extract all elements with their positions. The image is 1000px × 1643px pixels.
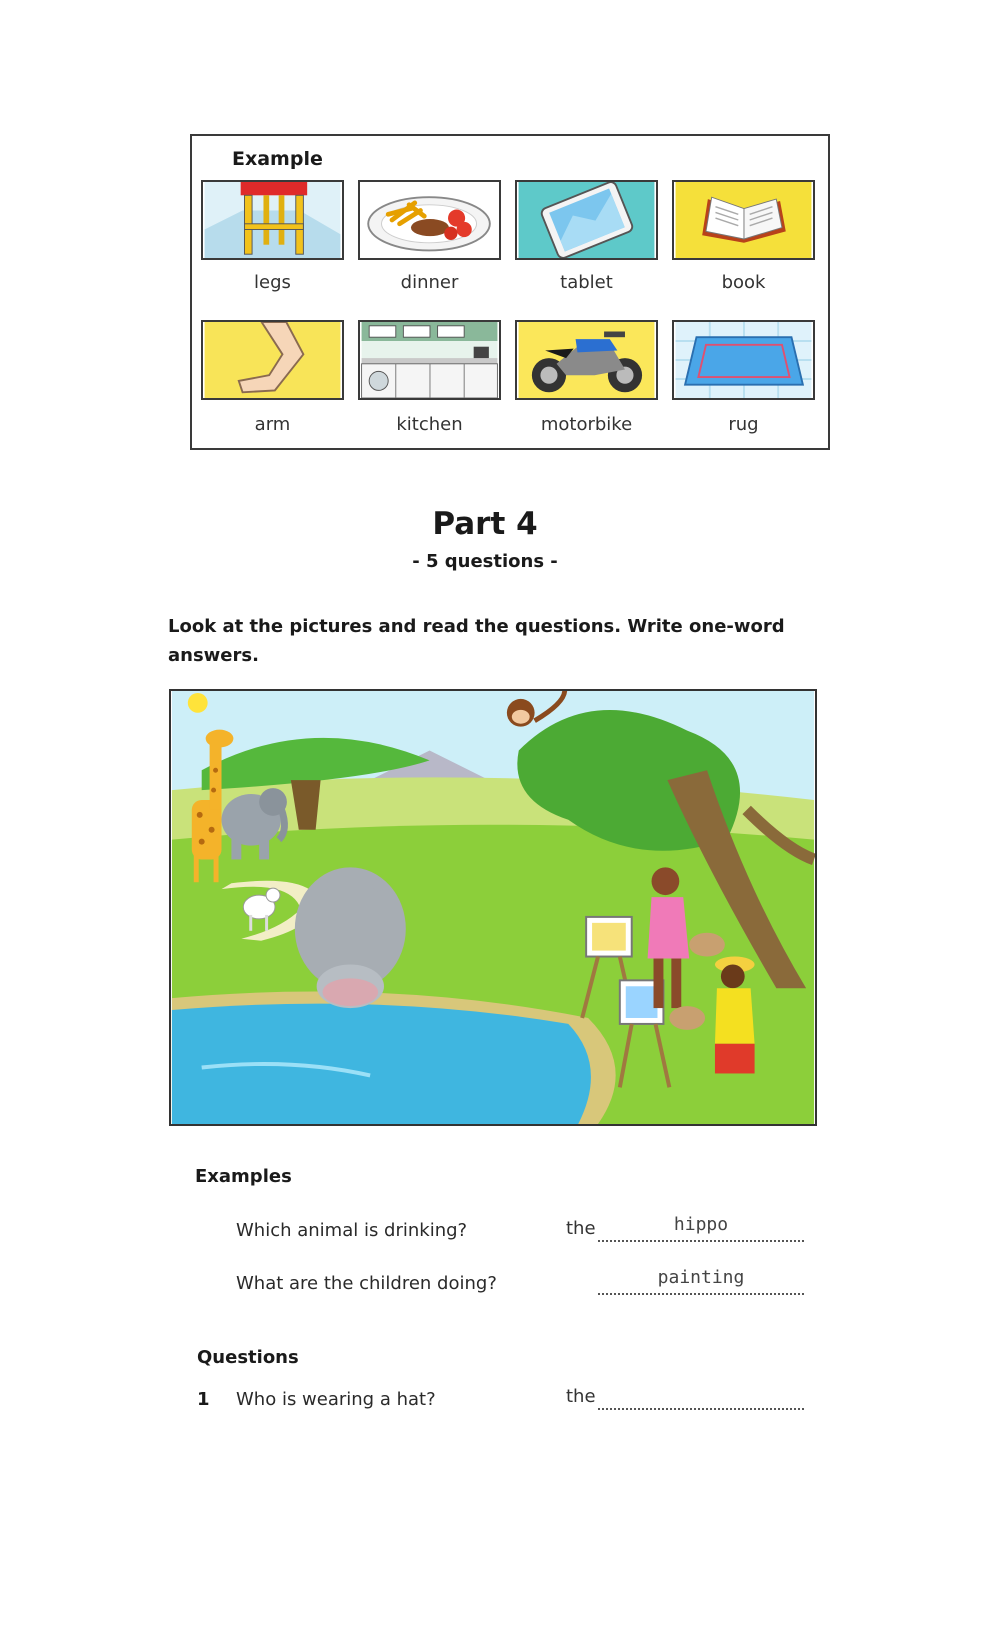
label-dinner: dinner: [400, 272, 459, 293]
example-question-1: Which animal is drinking?: [236, 1220, 468, 1241]
label-book: book: [721, 272, 766, 293]
label-rug: rug: [728, 414, 759, 435]
example-answer-line-1: [598, 1214, 804, 1242]
example-answer-2: painting: [657, 1267, 745, 1288]
label-tablet: tablet: [560, 272, 613, 293]
example-question-2: What are the children doing?: [236, 1273, 497, 1294]
label-kitchen: kitchen: [396, 414, 463, 435]
example-answer-line-2: [598, 1267, 804, 1295]
tablet-icon: [515, 180, 658, 260]
example-answer-1: hippo: [673, 1214, 729, 1235]
dinner-plate-icon: [358, 180, 501, 260]
motorbike-icon: [515, 320, 658, 400]
kitchen-icon: [358, 320, 501, 400]
arm-icon: [201, 320, 344, 400]
label-legs: legs: [254, 272, 291, 293]
instructions: Look at the pictures and read the questions. Write one-word answers.: [168, 616, 785, 666]
example-vocabulary-box: [190, 134, 830, 450]
answer-prefix-1: the: [566, 1386, 596, 1407]
label-motorbike: motorbike: [540, 414, 633, 435]
rug-icon: [672, 320, 815, 400]
safari-scene-illustration: [169, 689, 817, 1126]
questions-label: Questions: [197, 1347, 299, 1368]
examples-label: Examples: [195, 1166, 292, 1187]
book-icon: [672, 180, 815, 260]
stool-icon: [201, 180, 344, 260]
part-subtitle: - 5 questions -: [412, 551, 558, 572]
answer-field-1[interactable]: [598, 1388, 804, 1410]
question-number-1: 1: [197, 1389, 210, 1410]
question-1: Who is wearing a hat?: [236, 1389, 436, 1410]
part-title: Part 4: [432, 506, 538, 542]
example-heading: Example: [232, 148, 323, 170]
example-answer-prefix-1: the: [566, 1218, 596, 1239]
label-arm: arm: [254, 414, 291, 435]
